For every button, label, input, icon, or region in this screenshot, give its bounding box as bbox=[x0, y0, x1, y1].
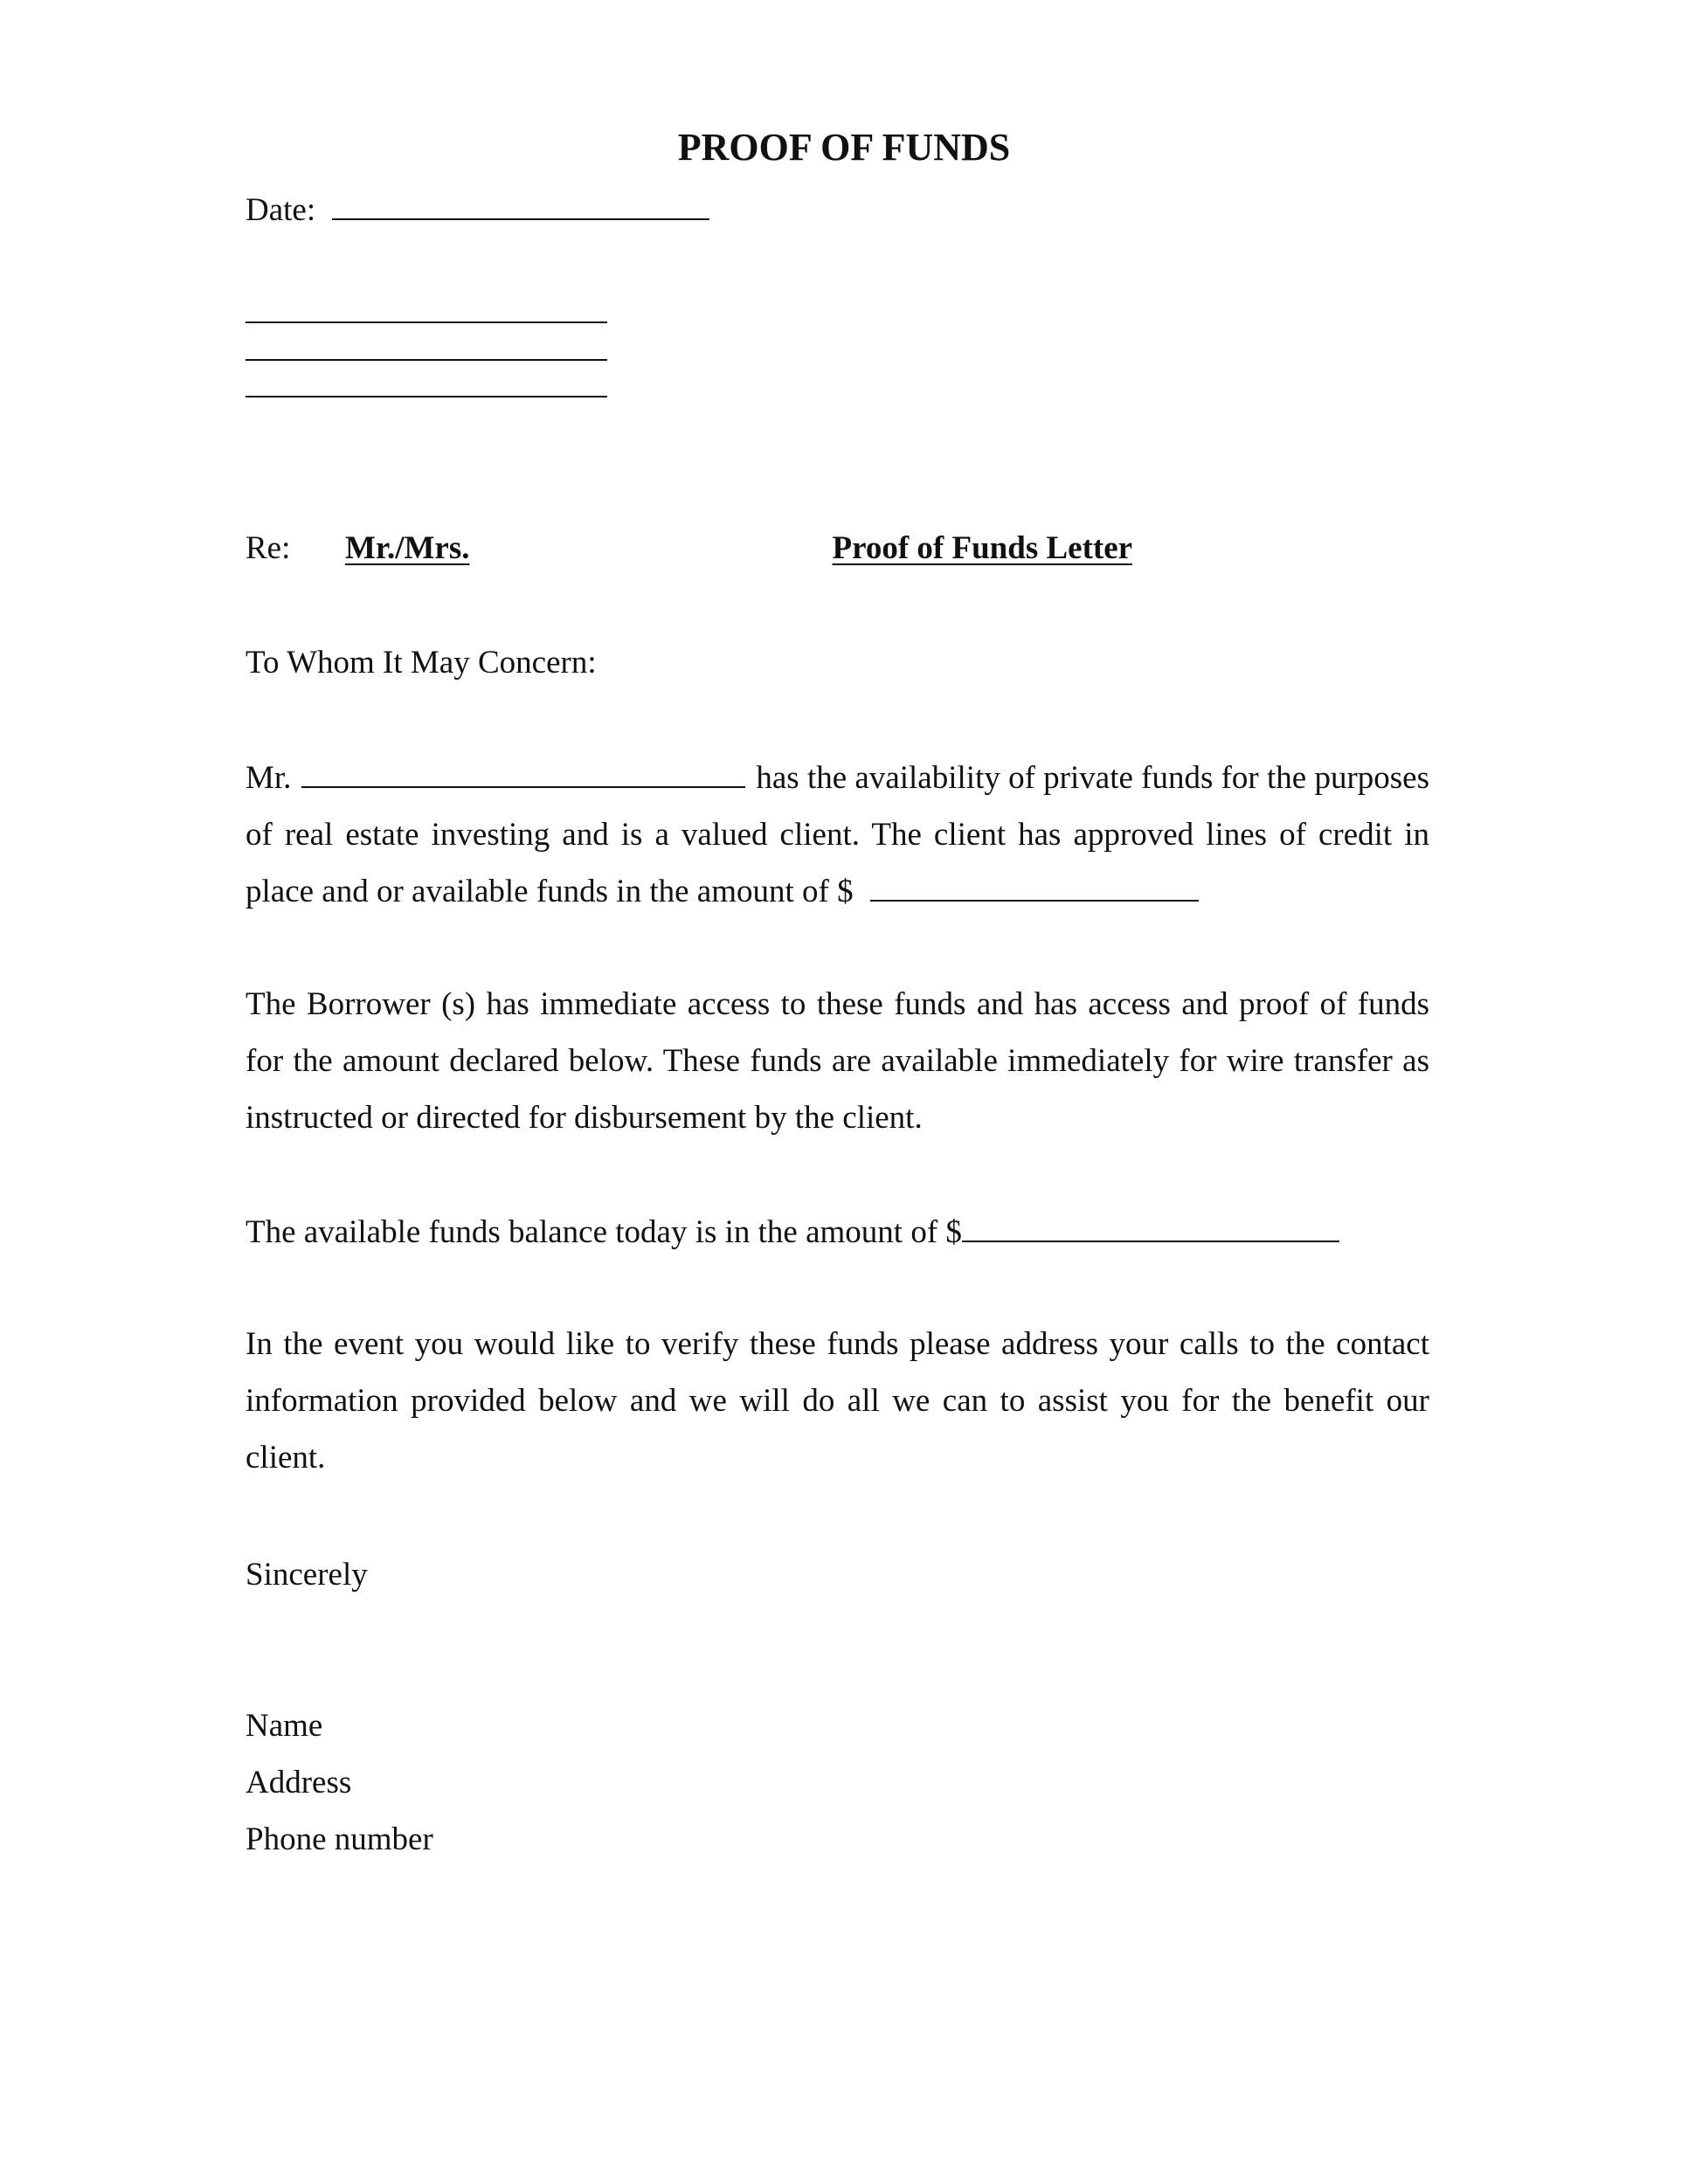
paragraph-access bbox=[246, 976, 1429, 1146]
signature-name: Name bbox=[246, 1708, 323, 1744]
amount-blank-1[interactable] bbox=[870, 872, 1199, 902]
date-row bbox=[246, 190, 709, 230]
paragraph-balance bbox=[246, 1213, 1339, 1252]
recipient-line-3[interactable] bbox=[246, 396, 607, 397]
recipient-line-2[interactable] bbox=[246, 359, 607, 361]
para4-line2: information provided below and we will do all we can to assist you for the benefit our bbox=[246, 1383, 1429, 1419]
re-salutation: Mr./Mrs. bbox=[345, 530, 470, 566]
paragraph-availability bbox=[246, 750, 1429, 920]
signature-address: Address bbox=[246, 1765, 352, 1800]
re-name-blank[interactable] bbox=[469, 529, 832, 568]
para4-line3: client. bbox=[246, 1440, 326, 1476]
signature-phone: Phone number bbox=[246, 1821, 433, 1857]
closing: Sincerely bbox=[246, 1557, 368, 1593]
para1-line1 bbox=[246, 750, 1429, 806]
re-letter-title: Proof of Funds Letter bbox=[832, 530, 1133, 566]
client-name-blank[interactable] bbox=[301, 758, 745, 788]
para3-text: The available funds balance today is in the amount of $ bbox=[246, 1214, 962, 1250]
para1-prefix: Mr. bbox=[246, 760, 292, 796]
para2-line1: The Borrower (s) has immediate access to these funds and has access and proof of funds bbox=[246, 986, 1429, 1022]
para1-line3-text: place and or available funds in the amount of $ bbox=[246, 874, 854, 909]
greeting: To Whom It May Concern: bbox=[246, 645, 597, 681]
recipient-line-1[interactable] bbox=[246, 321, 607, 323]
page-title: PROOF OF FUNDS bbox=[677, 126, 1011, 169]
re-subject bbox=[345, 529, 1132, 568]
para1-line1-rest: has the availability of private funds for the purposes bbox=[756, 760, 1429, 796]
para1-line3 bbox=[246, 863, 1429, 920]
amount-blank-2[interactable] bbox=[962, 1213, 1339, 1242]
para1-line2: of real estate investing and is a valued client. The client has approved lines of credit in bbox=[246, 817, 1429, 853]
para2-line3: instructed or directed for disbursement by the client. bbox=[246, 1100, 923, 1136]
paragraph-verify bbox=[246, 1316, 1429, 1486]
para2-line2: for the amount declared below. These funds are available immediately for wire transfer as bbox=[246, 1043, 1429, 1079]
date-label: Date: bbox=[246, 192, 316, 228]
para4-line1: In the event you would like to verify these funds please address your calls to the contact bbox=[246, 1326, 1429, 1362]
re-label: Re: bbox=[246, 530, 291, 566]
date-blank[interactable] bbox=[332, 190, 709, 220]
